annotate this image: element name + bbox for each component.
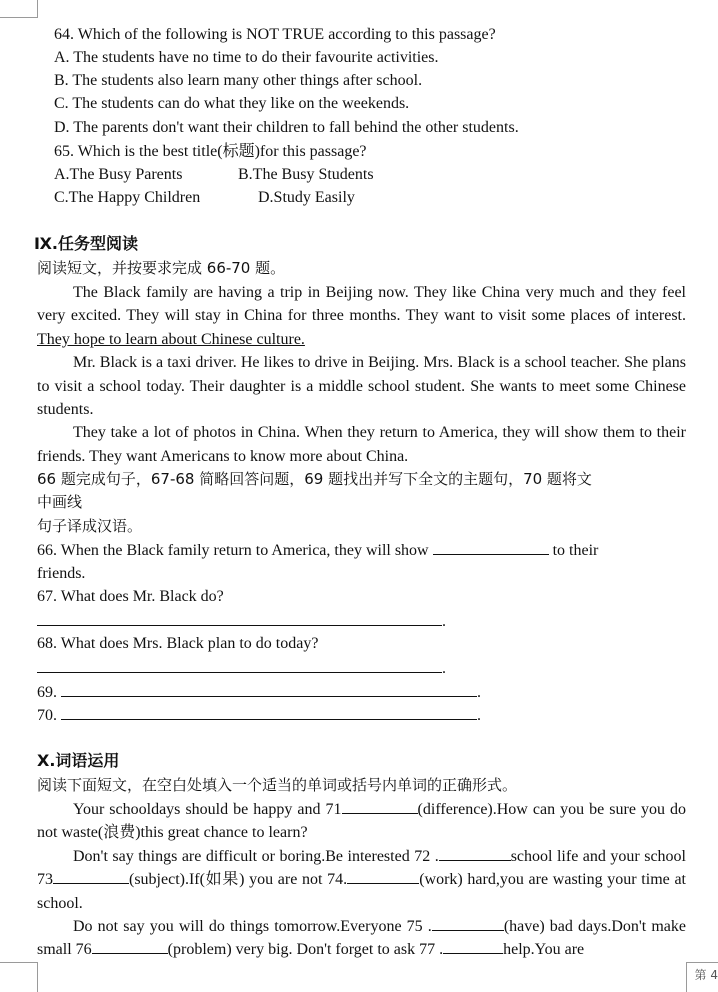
blank-71[interactable] xyxy=(342,798,418,814)
underlined-sentence: They hope to learn about Chinese culture. xyxy=(37,330,305,348)
q67-question: 67. What does Mr. Black do? xyxy=(37,588,224,605)
task-instruction-line-3: 句子译成汉语。 xyxy=(37,517,143,535)
q65-option-b: B.The Busy Students xyxy=(238,166,374,183)
q69-line: 69. . xyxy=(37,681,481,704)
task-instruction-line-2: 中画线 xyxy=(37,493,83,511)
q66-answer-blank[interactable] xyxy=(433,539,549,555)
blank-76[interactable] xyxy=(92,938,168,954)
crop-mark-bottom-left xyxy=(0,962,38,992)
blank-72[interactable] xyxy=(439,845,511,861)
blank-74[interactable] xyxy=(347,868,419,884)
blank-75[interactable] xyxy=(432,915,504,931)
task-instruction-line-1: 66 题完成句子，67-68 简略回答问题，69 题找出并写下全文的主题句，70 题将文 xyxy=(37,470,592,488)
q67-answer-blank[interactable] xyxy=(37,610,442,626)
q68-answer-blank[interactable] xyxy=(37,657,442,673)
q70-answer-blank[interactable] xyxy=(61,704,477,720)
blank-73[interactable] xyxy=(53,868,129,884)
q66-line: 66. When the Black family return to America, they will show to their xyxy=(37,539,598,562)
q65-option-c: C.The Happy Children xyxy=(54,189,201,206)
q65-stem: 65. Which is the best title(标题)for this passage? xyxy=(54,143,367,160)
q65-option-a: A.The Busy Parents xyxy=(54,166,183,183)
section9-heading: Ⅸ.任务型阅读 xyxy=(34,234,139,253)
section10-paragraph-2: Don't say things are difficult or boring.Be interested 72 . school life and your school 73 (subject).If(如果) you are not 74. (work) hard,you are wasting your time at school. xyxy=(37,845,686,915)
passage-paragraph-1: The Black family are having a trip in Beijing now. They like China very much and they feel very excited. They will stay in China for three months. They want to visit some places of interest. They hope to learn about Chinese culture. xyxy=(37,284,686,348)
passage-paragraph-2: Mr. Black is a taxi driver. He likes to drive in Beijing. Mrs. Black is a school teacher. She plans to visit a school today. Their daughter is a middle school student. She wants to meet some Chinese students. xyxy=(37,354,686,419)
crop-mark-top-left xyxy=(0,0,38,18)
q68-answer-line: . xyxy=(37,657,446,680)
q68-question: 68. What does Mrs. Black plan to do today? xyxy=(37,635,319,652)
section10-paragraph-3: Do not say you will do things tomorrow.Everyone 75 . (have) bad days.Don't make small 76 (problem) very big. Don't forget to ask 77 . help.You are xyxy=(37,915,686,962)
q64-option-d: D. The parents don't want their children to fall behind the other students. xyxy=(54,119,519,136)
page-number: 第 4 xyxy=(694,968,718,982)
q64-option-b: B. The students also learn many other things after school. xyxy=(54,72,423,89)
q64-stem: 64. Which of the following is NOT TRUE according to this passage? xyxy=(54,26,496,43)
section10-instruction: 阅读下面短文，在空白处填入一个适当的单词或括号内单词的正确形式。 xyxy=(37,776,518,794)
q67-answer-line: . xyxy=(37,610,446,633)
q65-option-d: D.Study Easily xyxy=(258,189,355,206)
section9-passage xyxy=(37,281,686,468)
q64-option-c: C. The students can do what they like on the weekends. xyxy=(54,95,410,112)
passage-paragraph-3: They take a lot of photos in China. When they return to America, they will show them to their friends. They want Americans to know more about China. xyxy=(37,424,686,465)
q66-line-2: friends. xyxy=(37,565,86,582)
section10-passage xyxy=(37,798,686,962)
section10-heading: Ⅹ.词语运用 xyxy=(37,751,120,770)
q70-line: 70. . xyxy=(37,704,481,727)
blank-77[interactable] xyxy=(443,938,503,954)
section10-paragraph-1: Your schooldays should be happy and 71 (difference).How can you be sure you do not waste(浪费)this great chance to learn? xyxy=(37,798,686,845)
section9-instruction: 阅读短文，并按要求完成 66-70 题。 xyxy=(37,259,286,277)
q64-option-a: A. The students have no time to do their favourite activities. xyxy=(54,49,439,66)
q69-answer-blank[interactable] xyxy=(61,681,477,697)
